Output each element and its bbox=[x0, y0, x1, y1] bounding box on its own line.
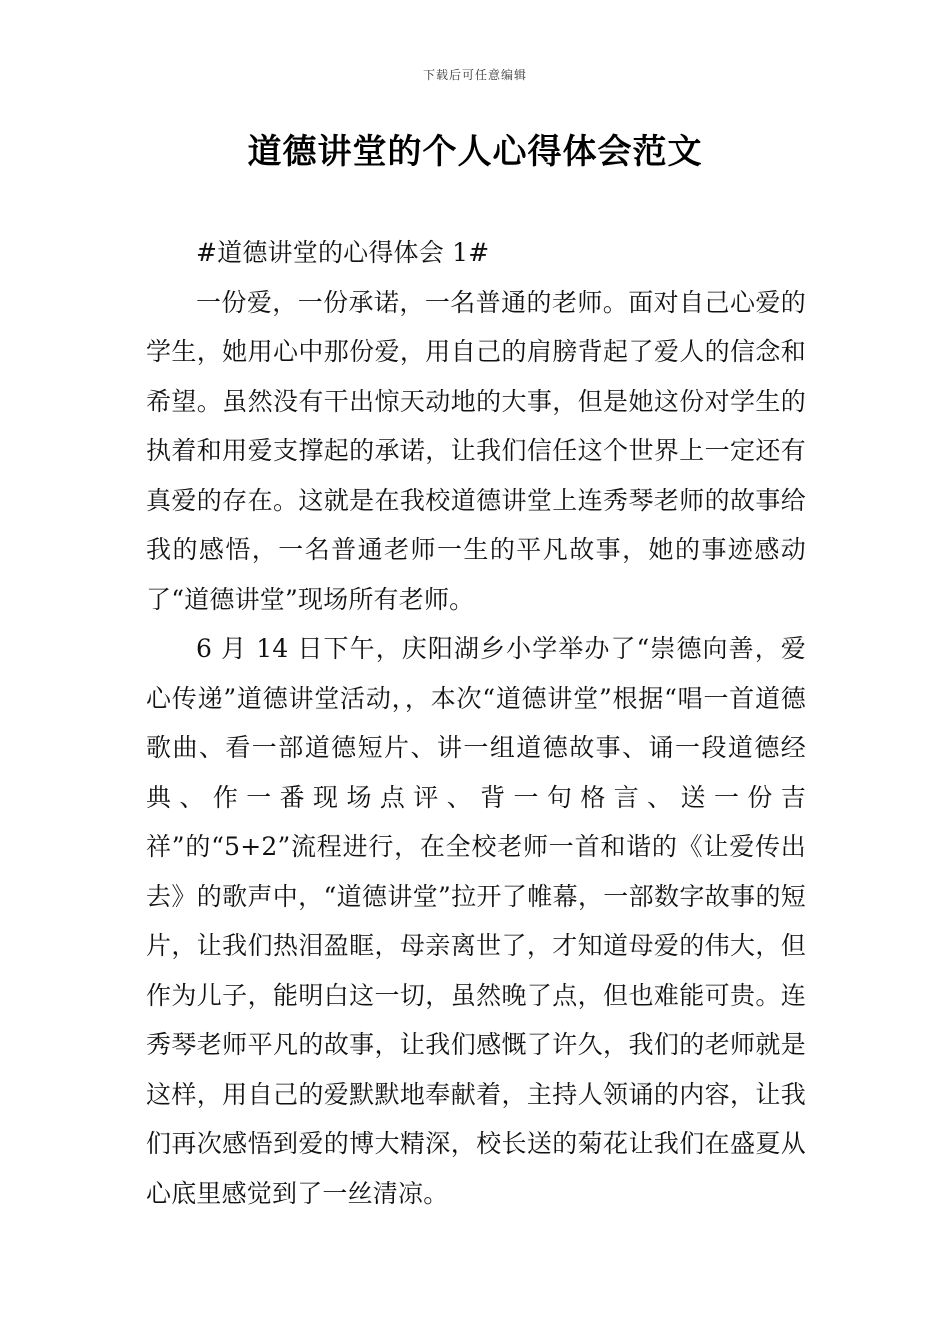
page-title: 道德讲堂的个人心得体会范文 bbox=[247, 132, 703, 172]
paragraph-1: 一份爱，一份承诺，一名普通的老师。面对自己心爱的学生，她用心中那份爱，用自己的肩膀背起了爱人的信念和希望。虽然没有干出惊天动地的大事，但是她这份对学生的执着和用爱支撑起的承诺，让我们信任这个世界上一定还有真爱的存在。这就是在我校道德讲堂上连秀琴老师的故事给我的感悟，一名普通老师一生的平凡故事，她的事迹感动了“道德讲堂”现场所有老师。 bbox=[146, 287, 806, 614]
header-note: 下载后可任意编辑 bbox=[422, 68, 527, 82]
section-heading: #道德讲堂的心得体会 1# bbox=[196, 238, 490, 267]
paragraph-2: 6 月 14 日下午，庆阳湖乡小学举办了“崇德向善，爱心传递”道德讲堂活动，，本次“道德讲堂”根据“唱一首道德歌曲、看一部道德短片、讲一组道德故事、诵一段道德经典、作一番现场点评、背一句格言、送一份吉祥”的“5+2”流程进行，在全校老师一首和谐的《让爱传出去》的歌声中，“道德讲堂”拉开了帷幕，一部数字故事的短片，让我们热泪盈眶，母亲离世了，才知道母爱的伟大，但作为儿子，能明白这一切，虽然晚了点，但也难能可贵。连秀琴老师平凡的故事，让我们感慨了许久，我们的老师就是这样，用自己的爱默默地奉献着，主持人领诵的内容，让我们再次感悟到爱的博大精深，校长送的菊花让我们在盛夏从心底里感觉到了一丝清凉。 bbox=[146, 634, 806, 1208]
document-body bbox=[146, 228, 806, 1218]
